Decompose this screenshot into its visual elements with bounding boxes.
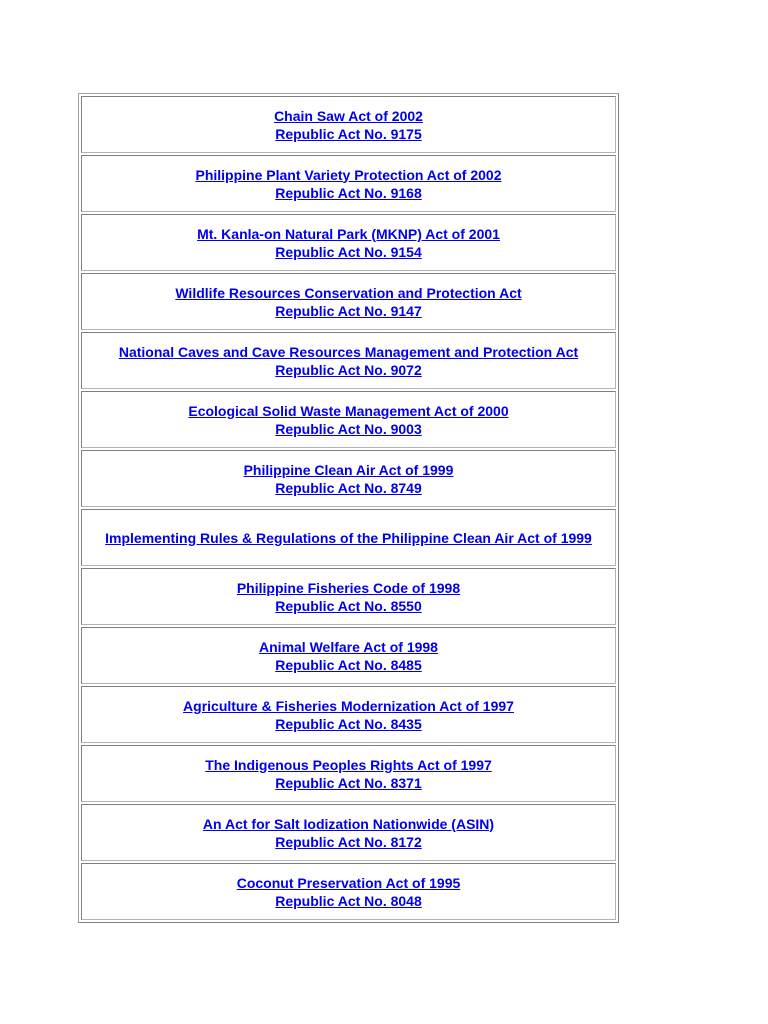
law-row-solid-waste [81, 391, 616, 448]
law-title-link[interactable]: Animal Welfare Act of 1998 [259, 638, 438, 655]
law-title-link[interactable]: Philippine Fisheries Code of 1998 [236, 579, 461, 596]
law-row-clean-air [81, 450, 616, 507]
law-title-link[interactable]: Mt. Kanla-on Natural Park (MKNP) Act of 2001 [197, 225, 500, 242]
law-title-link[interactable]: An Act for Salt Iodization Nationwide (ASIN) [202, 815, 495, 832]
law-title-link[interactable]: Coconut Preservation Act of 1995 [236, 874, 461, 891]
law-row-wildlife [81, 273, 616, 330]
law-title-link[interactable]: Wildlife Resources Conservation and Protection Act [175, 284, 522, 301]
law-row-clean-air-irr [81, 509, 616, 566]
republic-act-link[interactable]: Republic Act No. 9175 [275, 125, 422, 142]
law-row-caves [81, 332, 616, 389]
law-title-link[interactable]: The Indigenous Peoples Rights Act of 1997 [205, 756, 492, 773]
law-row-plant-variety [81, 155, 616, 212]
republic-act-link[interactable]: Republic Act No. 8550 [275, 597, 422, 614]
republic-act-link[interactable]: Republic Act No. 8749 [275, 479, 422, 496]
republic-act-link[interactable]: Republic Act No. 9168 [275, 184, 422, 201]
republic-act-link[interactable]: Republic Act No. 8435 [275, 715, 422, 732]
law-row-mt-kanlaon [81, 214, 616, 271]
republic-act-link[interactable]: Republic Act No. 8048 [275, 892, 422, 909]
law-title-link[interactable]: Agriculture & Fisheries Modernization Act of 1997 [183, 697, 514, 714]
law-title-link[interactable]: Philippine Plant Variety Protection Act of 2002 [195, 166, 502, 183]
law-title-link[interactable]: Philippine Clean Air Act of 1999 [243, 461, 454, 478]
law-row-coconut [81, 863, 616, 920]
law-row-indigenous-peoples [81, 745, 616, 802]
law-title-link[interactable]: National Caves and Cave Resources Management and Protection Act [118, 343, 579, 360]
republic-act-link[interactable]: Republic Act No. 8172 [275, 833, 422, 850]
law-title-link[interactable]: Chain Saw Act of 2002 [274, 107, 423, 124]
republic-act-link[interactable]: Republic Act No. 8485 [275, 656, 422, 673]
laws-table [78, 93, 619, 923]
law-row-salt-iodization [81, 804, 616, 861]
law-row-fisheries-code [81, 568, 616, 625]
law-row-animal-welfare [81, 627, 616, 684]
law-row-chain-saw [81, 96, 616, 153]
law-title-link[interactable]: Ecological Solid Waste Management Act of 2000 [188, 402, 509, 419]
republic-act-link[interactable]: Republic Act No. 9003 [275, 420, 422, 437]
law-title-link[interactable]: Implementing Rules & Regulations of the Philippine Clean Air Act of 1999 [105, 529, 592, 546]
republic-act-link[interactable]: Republic Act No. 9072 [275, 361, 422, 378]
law-row-agri-fisheries [81, 686, 616, 743]
republic-act-link[interactable]: Republic Act No. 9147 [275, 302, 422, 319]
republic-act-link[interactable]: Republic Act No. 8371 [275, 774, 422, 791]
republic-act-link[interactable]: Republic Act No. 9154 [275, 243, 422, 260]
